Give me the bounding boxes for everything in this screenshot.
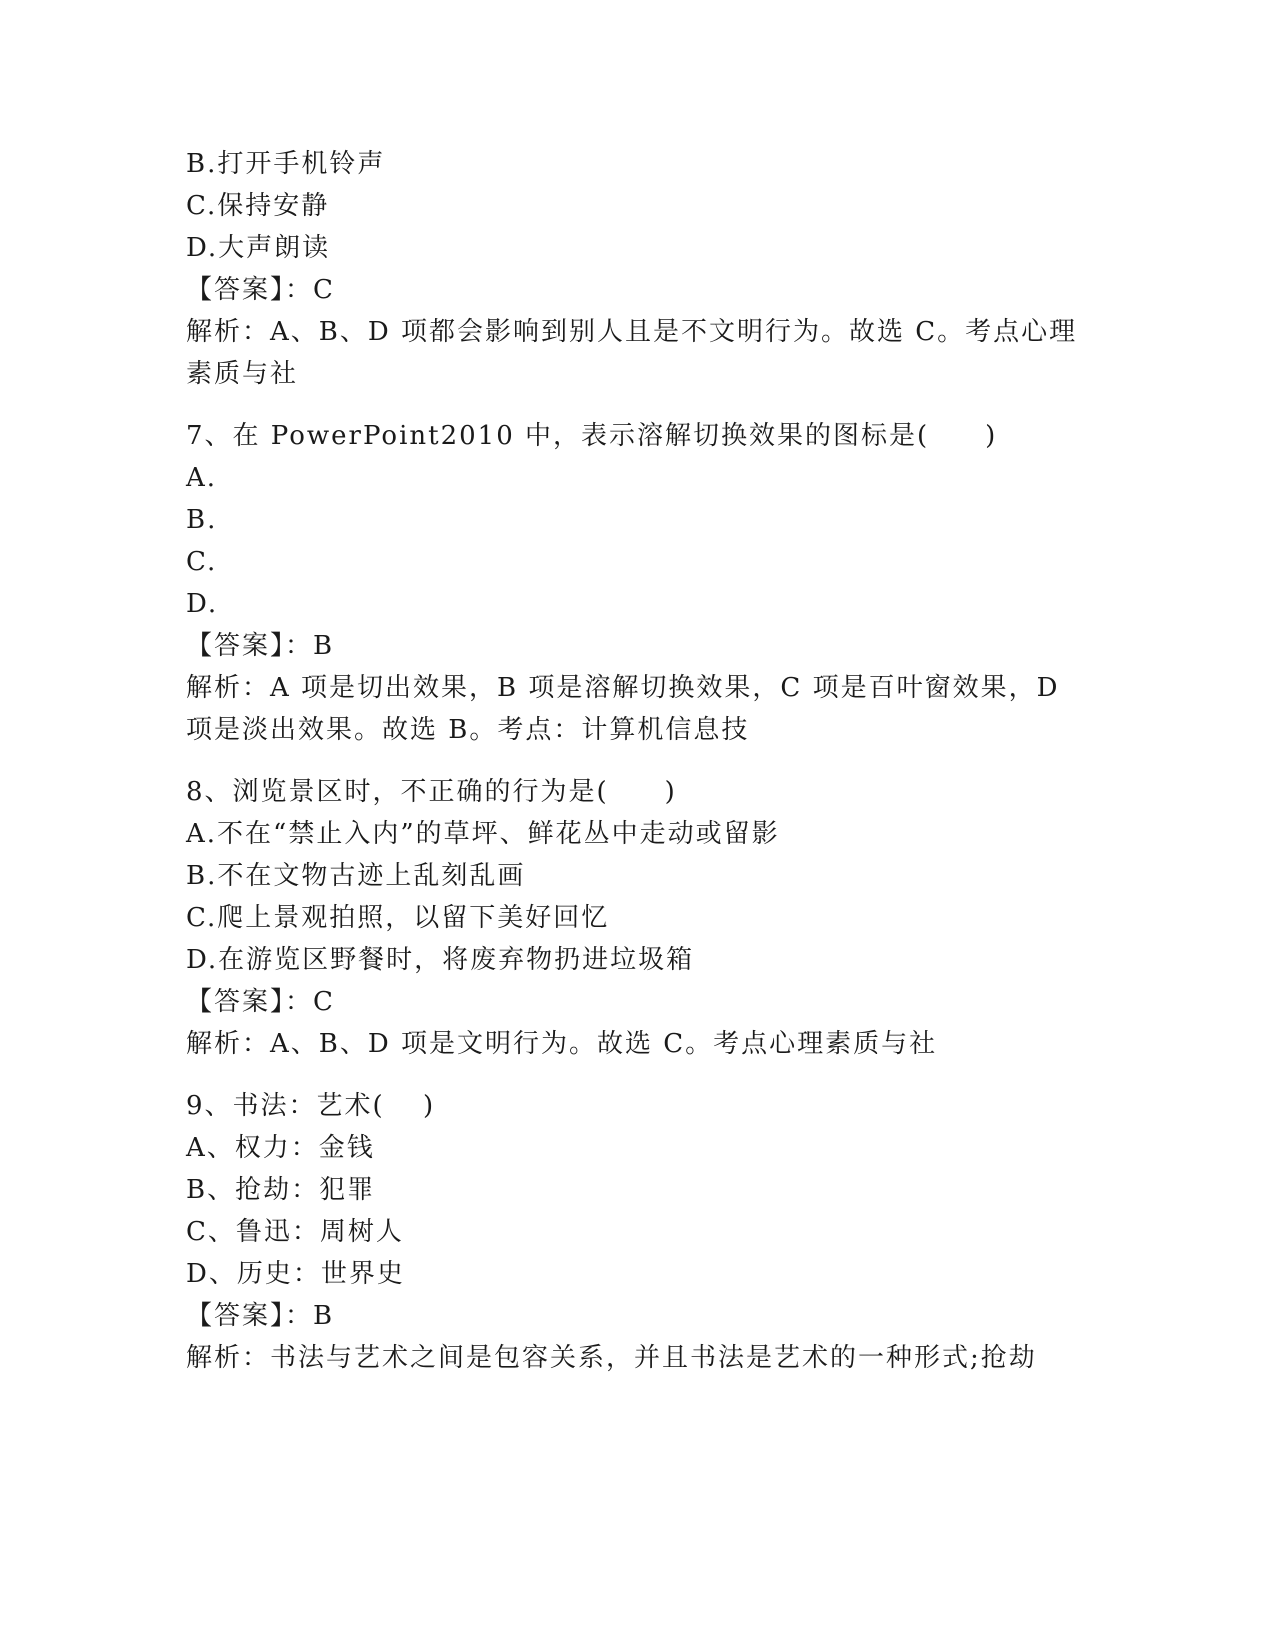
option-b: B. bbox=[186, 505, 218, 535]
option-d: D.在游览区野餐时，将废弃物扔进垃圾箱 bbox=[186, 945, 695, 975]
analysis-line: 解析：A、B、D 项都会影响到别人且是不文明行为。故选 C。考点心理 bbox=[186, 317, 1078, 347]
answer-line: 【答案】：B bbox=[186, 631, 335, 661]
option-b: B、抢劫：犯罪 bbox=[186, 1175, 376, 1205]
analysis-line: 解析：A 项是切出效果，B 项是溶解切换效果，C 项是百叶窗效果，D bbox=[186, 673, 1060, 703]
option-c: C. bbox=[186, 547, 218, 577]
question-stem: 7、在 PowerPoint2010 中，表示溶解切换效果的图标是( ) bbox=[186, 421, 998, 451]
analysis-line: 解析：A、B、D 项是文明行为。故选 C。考点心理素质与社 bbox=[186, 1029, 938, 1059]
option-d: D.大声朗读 bbox=[186, 233, 331, 263]
answer-line: 【答案】：C bbox=[186, 275, 335, 305]
option-b: B.打开手机铃声 bbox=[186, 149, 386, 179]
question-6-tail bbox=[186, 143, 1086, 395]
option-a: A. bbox=[186, 463, 218, 493]
option-c: C.保持安静 bbox=[186, 191, 330, 221]
option-d: D、历史：世界史 bbox=[186, 1259, 405, 1289]
answer-line: 【答案】：C bbox=[186, 987, 335, 1017]
option-d: D. bbox=[186, 589, 219, 619]
spacer bbox=[186, 1065, 1086, 1085]
option-b: B.不在文物古迹上乱刻乱画 bbox=[186, 861, 526, 891]
question-stem: 9、书法：艺术( ) bbox=[186, 1091, 436, 1121]
option-a: A、权力：金钱 bbox=[186, 1133, 375, 1163]
analysis-line: 解析：书法与艺术之间是包容关系，并且书法是艺术的一种形式;抢劫 bbox=[186, 1343, 1037, 1373]
answer-line: 【答案】：B bbox=[186, 1301, 335, 1331]
option-c: C.爬上景观拍照，以留下美好回忆 bbox=[186, 903, 610, 933]
page-content bbox=[186, 143, 1086, 1379]
spacer bbox=[186, 751, 1086, 771]
question-9 bbox=[186, 1085, 1086, 1379]
analysis-line: 素质与社 bbox=[186, 359, 299, 389]
question-7 bbox=[186, 415, 1086, 751]
question-stem: 8、浏览景区时，不正确的行为是( ) bbox=[186, 777, 677, 807]
question-8 bbox=[186, 771, 1086, 1065]
option-a: A.不在“禁止入内”的草坪、鲜花丛中走动或留影 bbox=[186, 819, 780, 849]
option-c: C、鲁迅：周树人 bbox=[186, 1217, 404, 1247]
spacer bbox=[186, 395, 1086, 415]
analysis-line: 项是淡出效果。故选 B。考点：计算机信息技 bbox=[186, 715, 750, 745]
